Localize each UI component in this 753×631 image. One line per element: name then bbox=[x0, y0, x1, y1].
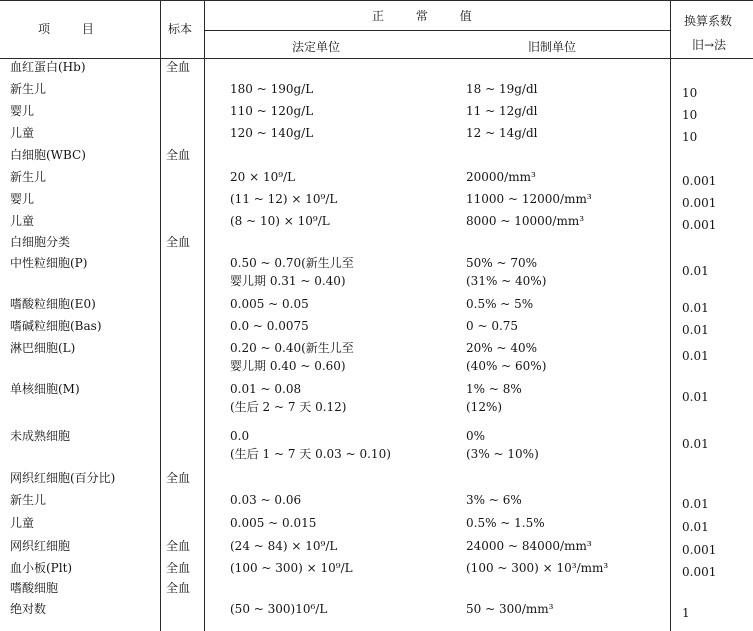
row-item-label: 网织红细胞 bbox=[10, 539, 71, 553]
rule-header-top bbox=[0, 0, 753, 1]
row-si-value: (100 ~ 300) × 10⁹/L bbox=[230, 561, 353, 575]
row-item-label: 网织红细胞(百分比) bbox=[10, 471, 116, 485]
row-conversion-factor: 0.001 bbox=[682, 565, 717, 579]
row-conversion-factor: 0.001 bbox=[682, 174, 717, 188]
row-si-value: 0.0 bbox=[230, 429, 250, 443]
row-item-label: 新生儿 bbox=[10, 170, 47, 184]
header-specimen: 标本 bbox=[168, 22, 193, 36]
row-conversion-factor: 0.01 bbox=[682, 520, 709, 534]
row-old-value: 18 ~ 19g/dl bbox=[466, 82, 538, 96]
row-si-value: 20 × 10⁹/L bbox=[230, 170, 296, 184]
row-specimen: 全血 bbox=[166, 471, 191, 485]
row-old-value: 3% ~ 6% bbox=[466, 493, 522, 507]
row-si-value-note: (生后 2 ~ 7 天 0.12) bbox=[230, 400, 347, 414]
row-si-value-note: (生后 1 ~ 7 天 0.03 ~ 0.10) bbox=[230, 447, 391, 461]
row-specimen: 全血 bbox=[166, 561, 191, 575]
row-conversion-factor: 10 bbox=[682, 108, 698, 122]
row-conversion-factor: 0.001 bbox=[682, 543, 717, 557]
row-conversion-factor: 0.01 bbox=[682, 437, 709, 451]
row-item-label: 血小板(Plt) bbox=[10, 561, 73, 575]
row-item-label: 儿童 bbox=[10, 214, 35, 228]
row-specimen: 全血 bbox=[166, 148, 191, 162]
rule-header-bottom bbox=[0, 58, 753, 59]
row-old-value: 0% bbox=[466, 429, 486, 443]
row-old-value: 20000/mm³ bbox=[466, 170, 536, 184]
rule-col-specimen bbox=[204, 0, 205, 631]
row-item-label: 嗜酸细胞 bbox=[10, 581, 59, 595]
row-si-value: 120 ~ 140g/L bbox=[230, 126, 314, 140]
rule-col-item bbox=[160, 0, 161, 631]
row-old-value: 20% ~ 40% bbox=[466, 341, 538, 355]
row-si-value: 0.20 ~ 0.40(新生儿至 bbox=[230, 341, 354, 355]
row-si-value-note: 婴儿期 0.31 ~ 0.40) bbox=[230, 274, 346, 288]
row-old-value: 0.5% ~ 1.5% bbox=[466, 516, 545, 530]
row-item-label: 嗜酸粒细胞(E0) bbox=[10, 297, 96, 311]
row-item-label: 淋巴细胞(L) bbox=[10, 341, 76, 355]
row-conversion-factor: 1 bbox=[682, 606, 690, 620]
row-old-value: 12 ~ 14g/dl bbox=[466, 126, 538, 140]
row-old-value: 50 ~ 300/mm³ bbox=[466, 602, 554, 616]
row-si-value: 0.0 ~ 0.0075 bbox=[230, 319, 309, 333]
row-item-label: 婴儿 bbox=[10, 104, 35, 118]
header-conversion-factor: 换算系数 bbox=[684, 14, 733, 28]
row-conversion-factor: 0.001 bbox=[682, 196, 717, 210]
row-item-label: 未成熟细胞 bbox=[10, 429, 71, 443]
row-old-value: 11000 ~ 12000/mm³ bbox=[466, 192, 592, 206]
row-si-value: 0.005 ~ 0.015 bbox=[230, 516, 317, 530]
row-item-label: 新生儿 bbox=[10, 493, 47, 507]
row-item-label: 儿童 bbox=[10, 126, 35, 140]
row-old-value: 24000 ~ 84000/mm³ bbox=[466, 539, 592, 553]
row-item-label: 单核细胞(M) bbox=[10, 382, 80, 396]
row-old-value-note: (40% ~ 60%) bbox=[466, 359, 547, 373]
row-item-label: 婴儿 bbox=[10, 192, 35, 206]
rule-header-mid bbox=[204, 30, 670, 31]
row-item-label: 白细胞分类 bbox=[10, 235, 71, 249]
row-old-value-note: (31% ~ 40%) bbox=[466, 274, 547, 288]
row-conversion-factor: 0.01 bbox=[682, 349, 709, 363]
row-conversion-factor: 0.001 bbox=[682, 218, 717, 232]
header-old-unit: 旧制单位 bbox=[528, 40, 577, 54]
header-normal-value: 正 常 值 bbox=[372, 9, 486, 23]
row-conversion-factor: 0.01 bbox=[682, 264, 709, 278]
row-si-value: (24 ~ 84) × 10⁹/L bbox=[230, 539, 338, 553]
row-item-label: 绝对数 bbox=[10, 602, 47, 616]
header-item: 项 目 bbox=[38, 22, 108, 36]
row-item-label: 中性粒细胞(P) bbox=[10, 256, 88, 270]
row-old-value-note: (3% ~ 10%) bbox=[466, 447, 539, 461]
row-old-value: 8000 ~ 10000/mm³ bbox=[466, 214, 585, 228]
row-item-label: 嗜碱粒细胞(Bas) bbox=[10, 319, 102, 333]
row-item-label: 新生儿 bbox=[10, 82, 47, 96]
row-specimen: 全血 bbox=[166, 60, 191, 74]
row-si-value: 0.005 ~ 0.05 bbox=[230, 297, 309, 311]
row-si-value: 110 ~ 120g/L bbox=[230, 104, 314, 118]
row-si-value: 0.01 ~ 0.08 bbox=[230, 382, 302, 396]
row-si-value: (8 ~ 10) × 10⁹/L bbox=[230, 214, 330, 228]
row-si-value: (50 ~ 300)10⁶/L bbox=[230, 602, 328, 616]
row-old-value-note: (12%) bbox=[466, 400, 503, 414]
row-old-value: 0.5% ~ 5% bbox=[466, 297, 534, 311]
row-item-label: 儿童 bbox=[10, 516, 35, 530]
row-old-value: (100 ~ 300) × 10³/mm³ bbox=[466, 561, 609, 575]
row-specimen: 全血 bbox=[166, 235, 191, 249]
row-conversion-factor: 0.01 bbox=[682, 323, 709, 337]
row-conversion-factor: 0.01 bbox=[682, 497, 709, 511]
row-si-value: (11 ~ 12) × 10⁹/L bbox=[230, 192, 338, 206]
row-item-label: 白细胞(WBC) bbox=[10, 148, 86, 162]
row-si-value: 0.50 ~ 0.70(新生儿至 bbox=[230, 256, 354, 270]
row-conversion-factor: 10 bbox=[682, 130, 698, 144]
row-old-value: 11 ~ 12g/dl bbox=[466, 104, 538, 118]
row-specimen: 全血 bbox=[166, 581, 191, 595]
row-conversion-factor: 0.01 bbox=[682, 390, 709, 404]
row-old-value: 0 ~ 0.75 bbox=[466, 319, 519, 333]
row-specimen: 全血 bbox=[166, 539, 191, 553]
row-si-value: 180 ~ 190g/L bbox=[230, 82, 314, 96]
row-si-value-note: 婴儿期 0.40 ~ 0.60) bbox=[230, 359, 346, 373]
rule-col-factor bbox=[670, 0, 671, 631]
row-si-value: 0.03 ~ 0.06 bbox=[230, 493, 302, 507]
row-conversion-factor: 10 bbox=[682, 86, 698, 100]
row-old-value: 1% ~ 8% bbox=[466, 382, 522, 396]
header-conversion-direction: 旧→法 bbox=[692, 38, 727, 52]
row-old-value: 50% ~ 70% bbox=[466, 256, 538, 270]
header-si-unit: 法定单位 bbox=[292, 40, 341, 54]
row-conversion-factor: 0.01 bbox=[682, 301, 709, 315]
row-item-label: 血红蛋白(Hb) bbox=[10, 60, 86, 74]
